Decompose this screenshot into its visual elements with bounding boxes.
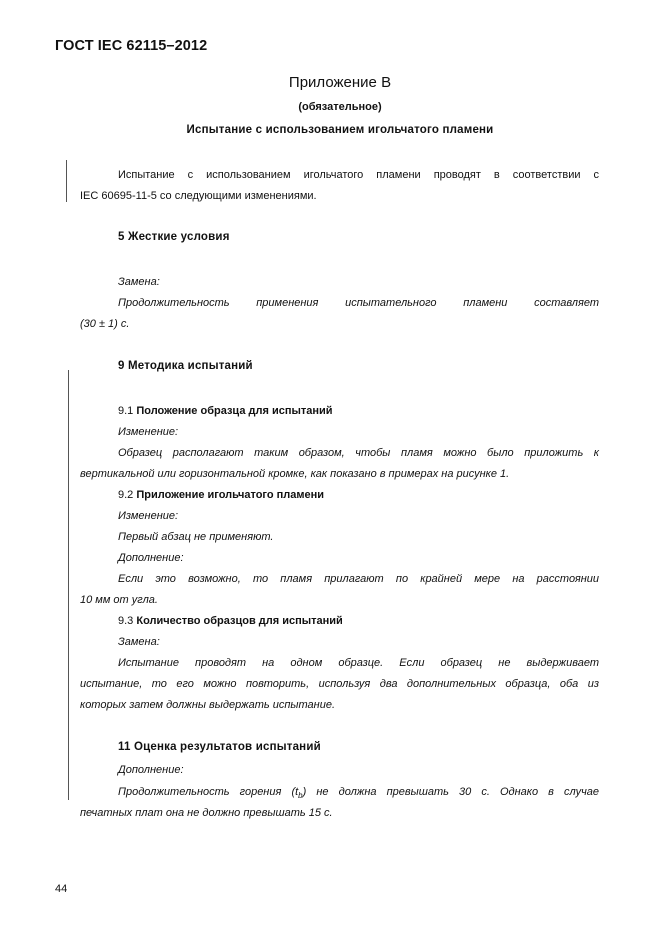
clause-9-1-line-1: Образец располагают таким образом, чтобы пламя можно было приложить к (118, 447, 599, 459)
change-marker (68, 370, 69, 800)
section-9-heading: 9 Методика испытаний (118, 360, 253, 372)
page-number: 44 (55, 883, 68, 895)
clause-9-2-label-change: Изменение: (118, 510, 179, 522)
appendix-title: Приложение В (288, 74, 392, 91)
clause-9-1-heading: Положение образца для испытаний (136, 405, 333, 417)
section-11-line-2: печатных плат она не должно превышать 15 с. (80, 807, 333, 819)
appendix-name: Испытание с использованием игольчатого пламени (186, 124, 494, 136)
clause-9-2-heading: Приложение игольчатого пламени (136, 489, 325, 501)
section-5-line-2: (30 ± 1) с. (80, 318, 130, 330)
clause-9-3-line-1: Испытание проводят на одном образце. Если образец не выдерживает (118, 657, 599, 669)
clause-9-1-title (118, 404, 333, 418)
clause-9-3-number: 9.3 (118, 615, 134, 627)
section-11-label: Дополнение: (118, 764, 184, 776)
clause-9-3-heading: Количество образцов для испытаний (136, 615, 343, 627)
section-5-label: Замена: (118, 276, 160, 288)
clause-9-3-label: Замена: (118, 636, 160, 648)
clause-9-2-number: 9.2 (118, 489, 134, 501)
clause-9-1-number: 9.1 (118, 405, 134, 417)
clause-9-2-title (118, 488, 324, 502)
document-standard-header: ГОСТ IEC 62115–2012 (55, 38, 208, 54)
intro-line-1: Испытание с использованием игольчатого пламени проводят в соответствии с (118, 169, 599, 181)
clause-9-3-line-2: испытание, то его можно повторить, используя два дополнительных образца, оба из (80, 678, 599, 690)
clause-9-2-line-1: Если это возможно, то пламя прилагают по крайней мере на расстоянии (118, 573, 599, 585)
clause-9-2-line-2: 10 мм от угла. (80, 594, 158, 606)
section-5-line-1: Продолжительность применения испытательного пламени составляет (118, 297, 599, 309)
intro-line-2: IEC 60695-11-5 со следующими изменениями. (80, 190, 317, 202)
clause-9-3-title (118, 614, 343, 628)
clause-9-1-label: Изменение: (118, 426, 179, 438)
clause-9-2-text-1: Первый абзац не применяют. (118, 531, 274, 543)
clause-9-3-line-3: которых затем должны выдержать испытание. (80, 699, 336, 711)
clause-9-1-line-2: вертикальной или горизонтальной кромке, как показано в примерах на рисунке 1. (80, 468, 510, 480)
clause-9-2-label-addition: Дополнение: (118, 552, 184, 564)
appendix-status: (обязательное) (298, 101, 382, 113)
section-11-line-1: Продолжительность горения $(t_b)$ не должна превышать 30 с. Однако в случае (118, 786, 600, 801)
section-11-heading: 11 Оценка результатов испытаний (118, 741, 321, 753)
section-5-heading: 5 Жесткие условия (118, 231, 230, 243)
change-marker (66, 160, 67, 202)
